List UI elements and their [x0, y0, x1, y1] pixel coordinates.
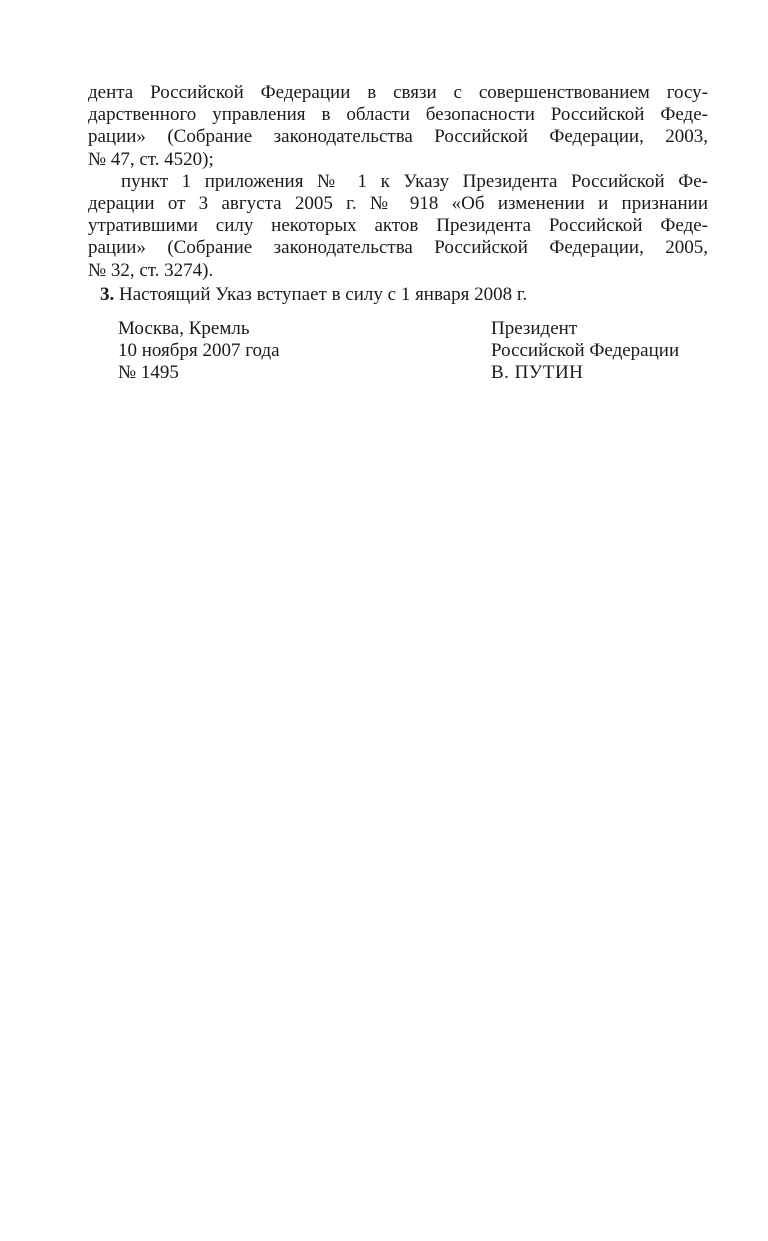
- text-line: рации» (Собрание законодательства Российской Федерации, 2003,: [88, 126, 708, 148]
- text-line: дарственного управления в области безопасности Российской Феде-: [88, 104, 708, 126]
- document-body: [88, 82, 708, 306]
- text-line: дента Российской Федерации в связи с совершенствованием госу-: [88, 82, 708, 103]
- point-text: Настоящий Указ вступает в силу с 1 января 2008 г.: [119, 283, 528, 305]
- signing-place: Москва, Кремль: [118, 318, 250, 339]
- text-line: № 32, ст. 3274).: [88, 259, 214, 281]
- decree-number: № 1495: [118, 362, 179, 383]
- point-number: 3.: [100, 283, 115, 305]
- decree-point-3: [88, 284, 708, 306]
- text-line: рации» (Собрание законодательства Российской Федерации, 2005,: [88, 237, 708, 259]
- signature-place-date: [118, 318, 418, 384]
- text-line: № 47, ст. 4520);: [88, 148, 214, 170]
- signatory-title: Президент: [491, 318, 578, 339]
- text-line: утратившими силу некоторых актов Президента Российской Феде-: [88, 215, 708, 237]
- paragraph-item: [88, 171, 708, 282]
- signatory: [491, 318, 731, 384]
- text-line: дерации от 3 августа 2005 г. № 918 «Об изменении и признании: [88, 192, 708, 214]
- signing-date: 10 ноября 2007 года: [118, 340, 280, 361]
- paragraph-continuation: [88, 82, 708, 171]
- signatory-title-country: Российской Федерации: [491, 340, 680, 361]
- text-line: пункт 1 приложения № 1 к Указу Президента Российской Фе-: [121, 170, 708, 192]
- signatory-name: В. ПУТИН: [491, 362, 584, 383]
